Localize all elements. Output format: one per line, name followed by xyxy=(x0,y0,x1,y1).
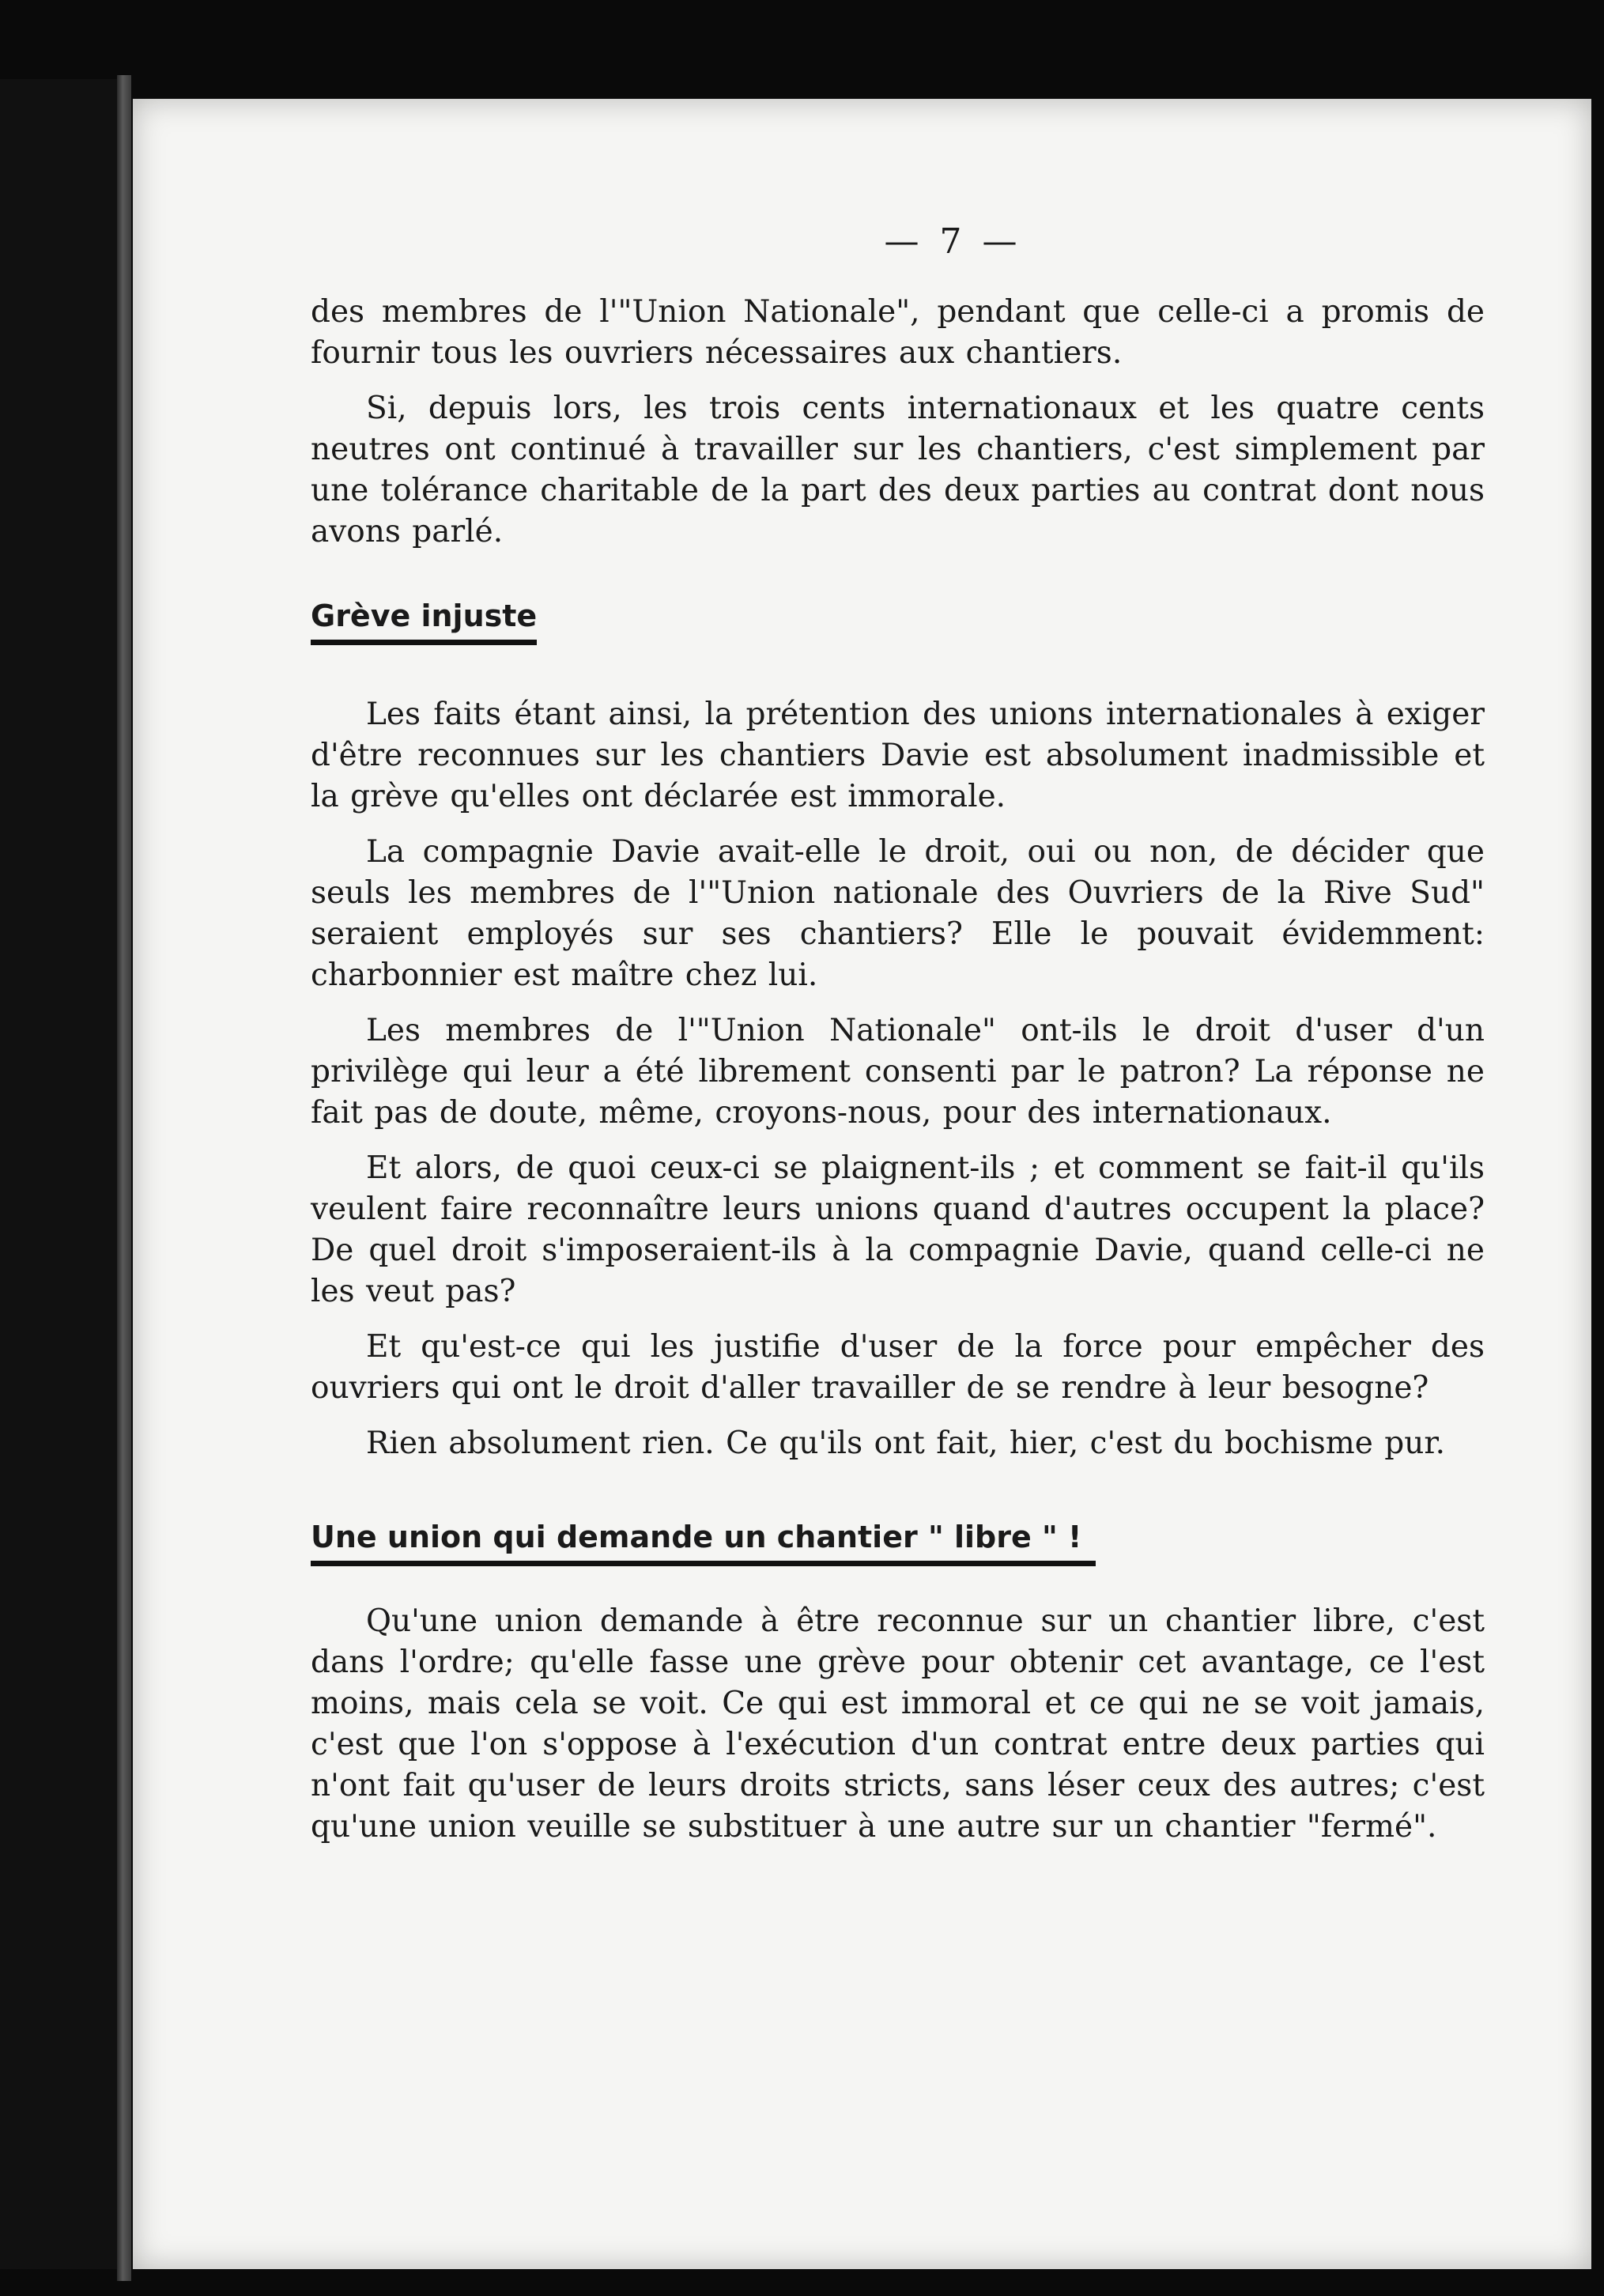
paragraph: La compagnie Davie avait-elle le droit, oui ou non, de décider que seuls les membres de l'"Union nationale des Ouvriers de la Rive Sud" seraient employés sur ses chantiers? Elle le pouvait évidemment: charbonnier est maître chez lui. xyxy=(311,834,1485,993)
page-content xyxy=(311,221,1485,1862)
paragraph: Rien absolument rien. Ce qu'ils ont fait, hier, c'est du bochisme pur. xyxy=(366,1426,1446,1461)
document-page xyxy=(133,99,1591,2269)
greve-injuste-section xyxy=(311,694,1485,1464)
paragraph: Et qu'est-ce qui les justifie d'user de la force pour empêcher des ouvriers qui ont le droit d'aller travailler de se rendre à leur besogne? xyxy=(311,1329,1485,1406)
paragraph: Et alors, de quoi ceux-ci se plaignent-ils ; et comment se fait-il qu'ils veulent faire reconnaître leurs unions quand d'autres occupent la place? De quel droit s'imposeraient-ils à la compagnie Davie, quand celle-ci ne les veut pas? xyxy=(311,1150,1485,1309)
book-cover-edge xyxy=(0,79,119,2269)
paragraph: Qu'une union demande à être reconnue sur un chantier libre, c'est dans l'ordre; qu'elle fasse une grève pour obtenir cet avantage, ce l'est moins, mais cela se voit. Ce qui est immoral et ce qui ne se voit jamais, c'est que l'on s'oppose à l'exécution d'un contrat entre deux parties qui n'ont fait qu'user de leurs droits stricts, sans léser ceux des autres; c'est qu'une union veuille se substituer à une autre sur un chantier "fermé". xyxy=(311,1603,1485,1845)
paragraph: Si, depuis lors, les trois cents internationaux et les quatre cents neutres ont continué à travailler sur les chantiers, c'est simplement par une tolérance charitable de la part des deux parties au contrat dont nous avons parlé. xyxy=(311,391,1485,549)
section-heading: Une union qui demande un chantier " libre " ! xyxy=(311,1520,1096,1566)
paragraph: Les membres de l'"Union Nationale" ont-ils le droit d'user d'un privilège qui leur a été librement consenti par le patron? La réponse ne fait pas de doute, même, croyons-nous, pour des internationaux. xyxy=(311,1013,1485,1131)
intro-section xyxy=(311,292,1485,553)
paragraph: des membres de l'"Union Nationale", pendant que celle-ci a promis de fournir tous les ouvriers nécessaires aux chantiers. xyxy=(311,294,1485,371)
section-heading: Grève injuste xyxy=(311,599,537,645)
page-binding-edge xyxy=(117,75,131,2281)
page-number: — 7 — xyxy=(884,221,1022,262)
chantier-libre-section xyxy=(311,1601,1485,1848)
section-heading-wrapper xyxy=(311,567,1485,694)
paragraph: Les faits étant ainsi, la prétention des unions internationales à exiger d'être reconnues sur les chantiers Davie est absolument inadmissible et la grève qu'elles ont déclarée est immorale. xyxy=(311,697,1485,814)
section-heading-wrapper xyxy=(311,1478,1485,1601)
